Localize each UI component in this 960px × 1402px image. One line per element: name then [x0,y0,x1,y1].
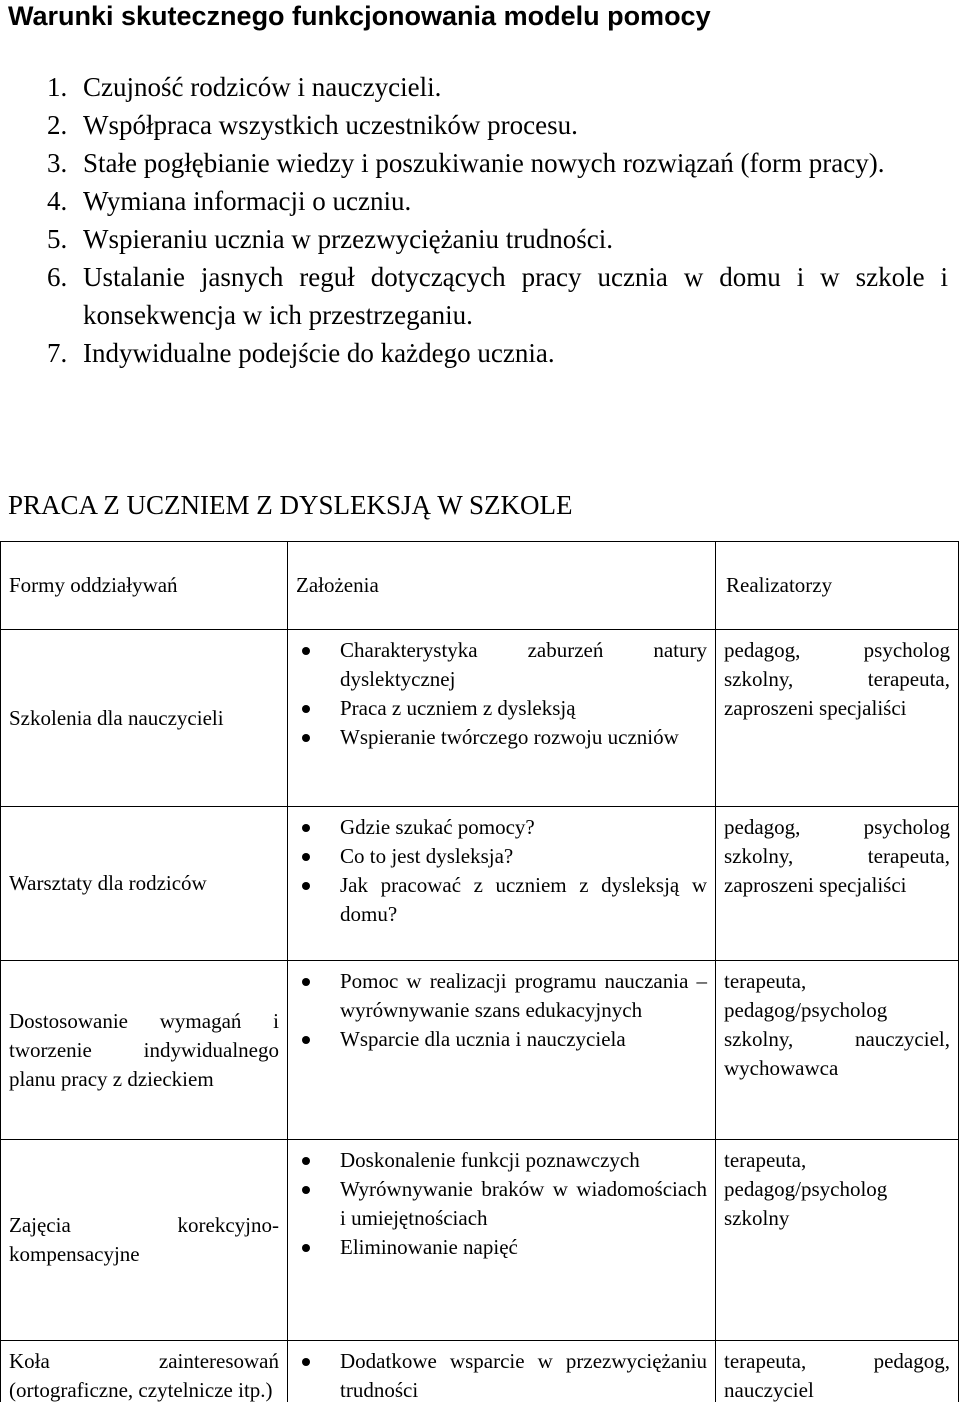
form-cell: Warsztaty dla rodziców [1,807,288,961]
support-forms-table [0,541,959,1402]
goals-list [296,1146,707,1262]
goals-cell [288,1341,716,1402]
goal-item: Pomoc w realizacji programu nauczania – wyrównywanie szans edukacyjnych [296,967,707,1025]
actors-cell: pedagog, psycholog szkolny, terapeuta, zaproszeni specjaliści [716,807,959,961]
form-cell: Dostosowanie wymagań i tworzenie indywidualnego planu pracy z dzieckiem [1,961,288,1140]
form-cell: Koła zainteresowań (ortograficzne, czytelnicze itp.) [1,1341,288,1402]
condition-number: 5. [47,224,68,254]
table-row [1,630,959,807]
page-title: Warunki skutecznego funkcjonowania modelu pomocy [8,1,711,31]
goal-item: Doskonalenie funkcji poznawczych [296,1146,707,1175]
goals-list [296,636,707,752]
table-header-row [1,542,959,630]
header-actors: Realizatorzy [716,542,959,630]
goals-list [296,967,707,1054]
goal-item: Jak pracować z uczniem z dysleksją w domu? [296,871,707,929]
condition-text: Indywidualne podejście do każdego ucznia. [83,338,555,368]
form-cell: Szkolenia dla nauczycieli [1,630,288,807]
table-row [1,961,959,1140]
condition-item [0,106,960,144]
goal-item: Co to jest dysleksja? [296,842,707,871]
goal-item: Wyrównywanie braków w wiadomościach i umiejętnościach [296,1175,707,1233]
section-heading: PRACA Z UCZNIEM Z DYSLEKSJĄ W SZKOLE [8,490,573,520]
goal-item: Dodatkowe wsparcie w przezwyciężaniu trudności [296,1347,707,1402]
condition-text: Współpraca wszystkich uczestników procesu. [83,110,578,140]
condition-item [0,334,960,372]
goals-cell [288,630,716,807]
condition-text: Stałe pogłębianie wiedzy i poszukiwanie nowych rozwiązań (form pracy). [83,148,885,178]
header-goals: Założenia [288,542,716,630]
condition-item [0,182,960,220]
goals-cell [288,807,716,961]
goals-list [296,813,707,929]
condition-item [0,220,960,258]
actors-cell: terapeuta, pedagog/psycholog szkolny, nauczyciel, wychowawca [716,961,959,1140]
header-forms: Formy oddziaływań [1,542,288,630]
actors-cell: pedagog, psycholog szkolny, terapeuta, zaproszeni specjaliści [716,630,959,807]
condition-item [0,144,960,182]
condition-number: 2. [47,110,68,140]
condition-number: 1. [47,72,68,102]
table-row [1,1341,959,1402]
goal-item: Eliminowanie napięć [296,1233,707,1262]
condition-text: Wymiana informacji o uczniu. [83,186,412,216]
table-row [1,1140,959,1341]
condition-number: 7. [47,338,68,368]
condition-item [0,68,960,106]
goals-cell [288,1140,716,1341]
condition-item [0,258,960,334]
goal-item: Praca z uczniem z dysleksją [296,694,707,723]
goals-cell [288,961,716,1140]
goal-item: Gdzie szukać pomocy? [296,813,707,842]
actors-cell: terapeuta, pedagog, nauczyciel [716,1341,959,1402]
goals-list [296,1347,707,1402]
goal-item: Wsparcie dla ucznia i nauczyciela [296,1025,707,1054]
condition-number: 3. [47,148,68,178]
table-row [1,807,959,961]
conditions-list [0,68,960,372]
form-cell: Zajęcia korekcyjno-kompensacyjne [1,1140,288,1341]
condition-text: Czujność rodziców i nauczycieli. [83,72,442,102]
condition-text: Ustalanie jasnych reguł dotyczących pracy ucznia w domu i w szkole i konsekwencja w ich przestrzeganiu. [83,262,948,330]
goal-item: Charakterystyka zaburzeń natury dyslektycznej [296,636,707,694]
condition-number: 6. [47,262,68,292]
actors-cell: terapeuta, pedagog/psycholog szkolny [716,1140,959,1341]
condition-text: Wspieraniu ucznia w przezwyciężaniu trudności. [83,224,614,254]
goal-item: Wspieranie twórczego rozwoju uczniów [296,723,707,752]
condition-number: 4. [47,186,68,216]
